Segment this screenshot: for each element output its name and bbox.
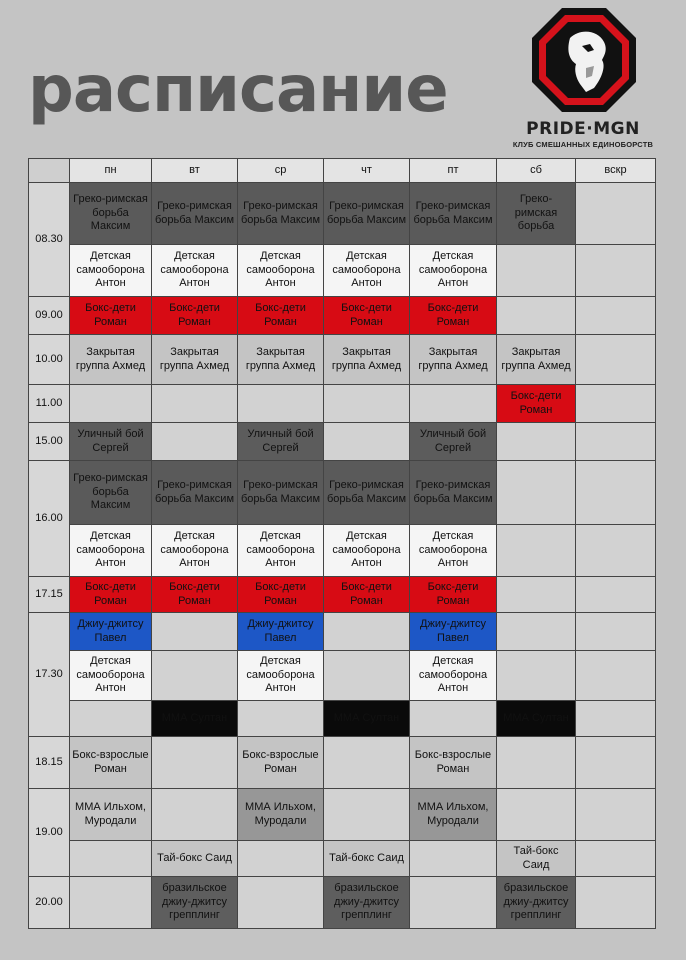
class-cell: ММА Султан [497, 701, 576, 737]
class-cell: Бокс-дети Роман [324, 297, 410, 335]
class-cell: ММА Ильхом, Муродали [410, 789, 497, 841]
empty-cell [410, 385, 497, 423]
class-cell: Закрытая группа Ахмед [324, 335, 410, 385]
class-cell: Детская самооборона Антон [152, 525, 238, 577]
time-slot: 20.00 [29, 877, 70, 929]
class-cell: Детская самооборона Антон [70, 525, 152, 577]
class-cell: Закрытая группа Ахмед [497, 335, 576, 385]
empty-cell [152, 423, 238, 461]
day-header: вт [152, 159, 238, 183]
empty-cell [152, 737, 238, 789]
empty-cell [238, 877, 324, 929]
class-cell: Бокс-дети Роман [70, 297, 152, 335]
club-logo [508, 6, 658, 156]
day-header: пт [410, 159, 497, 183]
class-cell: Тай-бокс Саид [324, 841, 410, 877]
class-cell: ММА Ильхом, Муродали [70, 789, 152, 841]
empty-cell [152, 613, 238, 651]
schedule-row [29, 577, 656, 613]
empty-cell [497, 577, 576, 613]
schedule-row [29, 613, 656, 651]
empty-cell [324, 789, 410, 841]
class-cell: Уличный бой Сергей [70, 423, 152, 461]
class-cell: Закрытая группа Ахмед [238, 335, 324, 385]
class-cell: Детская самооборона Антон [410, 525, 497, 577]
class-cell: Греко-римская борьба Максим [324, 461, 410, 525]
class-cell: Детская самооборона Антон [70, 651, 152, 701]
schedule-row [29, 651, 656, 701]
empty-cell [152, 789, 238, 841]
empty-cell [576, 385, 656, 423]
empty-cell [576, 613, 656, 651]
class-cell: Бокс-дети Роман [410, 577, 497, 613]
day-header: сб [497, 159, 576, 183]
empty-cell [70, 701, 152, 737]
time-slot: 08.30 [29, 183, 70, 297]
brand-tagline: КЛУБ СМЕШАННЫХ ЕДИНОБОРСТВ [512, 140, 654, 149]
schedule-row [29, 737, 656, 789]
day-header-row [29, 159, 656, 183]
class-cell: Бокс-взрослые Роман [410, 737, 497, 789]
class-cell: Греко-римская борьба Максим [70, 461, 152, 525]
class-cell: Греко-римская борьба [497, 183, 576, 245]
class-cell: Детская самооборона Антон [238, 651, 324, 701]
class-cell: Греко-римская борьба Максим [410, 183, 497, 245]
schedule-row [29, 525, 656, 577]
time-slot: 17.15 [29, 577, 70, 613]
schedule-table [28, 158, 656, 929]
class-cell: Джиу-джитсу Павел [238, 613, 324, 651]
class-cell: Детская самооборона Антон [70, 245, 152, 297]
time-slot: 09.00 [29, 297, 70, 335]
class-cell: Закрытая группа Ахмед [70, 335, 152, 385]
class-cell: Бокс-дети Роман [152, 297, 238, 335]
empty-cell [324, 423, 410, 461]
empty-cell [324, 385, 410, 423]
empty-cell [497, 525, 576, 577]
lion-octagon-icon [530, 6, 638, 114]
class-cell: Бокс-дети Роман [497, 385, 576, 423]
empty-cell [238, 701, 324, 737]
empty-cell [576, 423, 656, 461]
schedule-row [29, 297, 656, 335]
class-cell: ММА Султан [152, 701, 238, 737]
class-cell: Бокс-дети Роман [238, 577, 324, 613]
empty-cell [576, 841, 656, 877]
class-cell: ММА Ильхом, Муродали [238, 789, 324, 841]
class-cell: Греко-римская борьба Максим [152, 461, 238, 525]
empty-cell [576, 651, 656, 701]
class-cell: Греко-римская борьба Максим [324, 183, 410, 245]
empty-cell [238, 385, 324, 423]
empty-cell [576, 525, 656, 577]
class-cell: Бокс-взрослые Роман [70, 737, 152, 789]
empty-cell [410, 701, 497, 737]
class-cell: Уличный бой Сергей [410, 423, 497, 461]
schedule-row [29, 877, 656, 929]
class-cell: Детская самооборона Антон [410, 245, 497, 297]
class-cell: Бокс-взрослые Роман [238, 737, 324, 789]
empty-cell [576, 701, 656, 737]
class-cell: бразильское джиу-джитсу грепплинг [152, 877, 238, 929]
schedule-body [29, 183, 656, 929]
empty-cell [576, 789, 656, 841]
day-header: ср [238, 159, 324, 183]
schedule-row [29, 461, 656, 525]
empty-cell [324, 737, 410, 789]
empty-cell [70, 841, 152, 877]
empty-cell [497, 737, 576, 789]
empty-cell [576, 461, 656, 525]
class-cell: Детская самооборона Антон [324, 525, 410, 577]
class-cell: ММА Султан [324, 701, 410, 737]
class-cell: Закрытая группа Ахмед [152, 335, 238, 385]
empty-cell [152, 385, 238, 423]
class-cell: бразильское джиу-джитсу грепплинг [497, 877, 576, 929]
schedule-row [29, 335, 656, 385]
class-cell: Бокс-дети Роман [152, 577, 238, 613]
day-header: вскр [576, 159, 656, 183]
class-cell: Уличный бой Сергей [238, 423, 324, 461]
class-cell: Тай-бокс Саид [152, 841, 238, 877]
class-cell: Бокс-дети Роман [238, 297, 324, 335]
empty-cell [576, 335, 656, 385]
empty-cell [497, 297, 576, 335]
class-cell: Греко-римская борьба Максим [152, 183, 238, 245]
class-cell: Детская самооборона Антон [324, 245, 410, 297]
time-slot: 17.30 [29, 613, 70, 737]
class-cell: бразильское джиу-джитсу грепплинг [324, 877, 410, 929]
empty-cell [576, 877, 656, 929]
empty-cell [497, 789, 576, 841]
empty-cell [238, 841, 324, 877]
class-cell: Бокс-дети Роман [410, 297, 497, 335]
class-cell: Детская самооборона Антон [238, 245, 324, 297]
brand-name: PRIDE·MGN [526, 119, 640, 139]
schedule-row [29, 841, 656, 877]
corner-cell [29, 159, 70, 183]
class-cell: Греко-римская борьба Максим [238, 183, 324, 245]
class-cell: Джиу-джитсу Павел [410, 613, 497, 651]
empty-cell [497, 461, 576, 525]
class-cell: Греко-римская борьба Максим [238, 461, 324, 525]
time-slot: 11.00 [29, 385, 70, 423]
empty-cell [70, 385, 152, 423]
empty-cell [576, 183, 656, 245]
class-cell: Джиу-джитсу Павел [70, 613, 152, 651]
schedule-row [29, 701, 656, 737]
class-cell: Греко-римская борьба Максим [410, 461, 497, 525]
schedule-row [29, 423, 656, 461]
time-slot: 19.00 [29, 789, 70, 877]
empty-cell [324, 651, 410, 701]
schedule-row [29, 183, 656, 245]
empty-cell [576, 297, 656, 335]
class-cell: Детская самооборона Антон [238, 525, 324, 577]
time-slot: 15.00 [29, 423, 70, 461]
empty-cell [576, 245, 656, 297]
class-cell: Закрытая группа Ахмед [410, 335, 497, 385]
class-cell: Детская самооборона Антон [410, 651, 497, 701]
time-slot: 10.00 [29, 335, 70, 385]
time-slot: 16.00 [29, 461, 70, 577]
day-header: чт [324, 159, 410, 183]
empty-cell [497, 651, 576, 701]
empty-cell [410, 841, 497, 877]
class-cell: Тай-бокс Саид [497, 841, 576, 877]
empty-cell [324, 613, 410, 651]
empty-cell [576, 737, 656, 789]
empty-cell [576, 577, 656, 613]
empty-cell [152, 651, 238, 701]
page-title: расписание [28, 53, 448, 127]
empty-cell [410, 877, 497, 929]
empty-cell [70, 877, 152, 929]
time-slot: 18.15 [29, 737, 70, 789]
schedule-row [29, 245, 656, 297]
class-cell: Детская самооборона Антон [152, 245, 238, 297]
day-header: пн [70, 159, 152, 183]
class-cell: Бокс-дети Роман [324, 577, 410, 613]
class-cell: Бокс-дети Роман [70, 577, 152, 613]
class-cell: Греко-римская борьба Максим [70, 183, 152, 245]
empty-cell [497, 613, 576, 651]
schedule-row [29, 385, 656, 423]
empty-cell [497, 423, 576, 461]
empty-cell [497, 245, 576, 297]
schedule-row [29, 789, 656, 841]
